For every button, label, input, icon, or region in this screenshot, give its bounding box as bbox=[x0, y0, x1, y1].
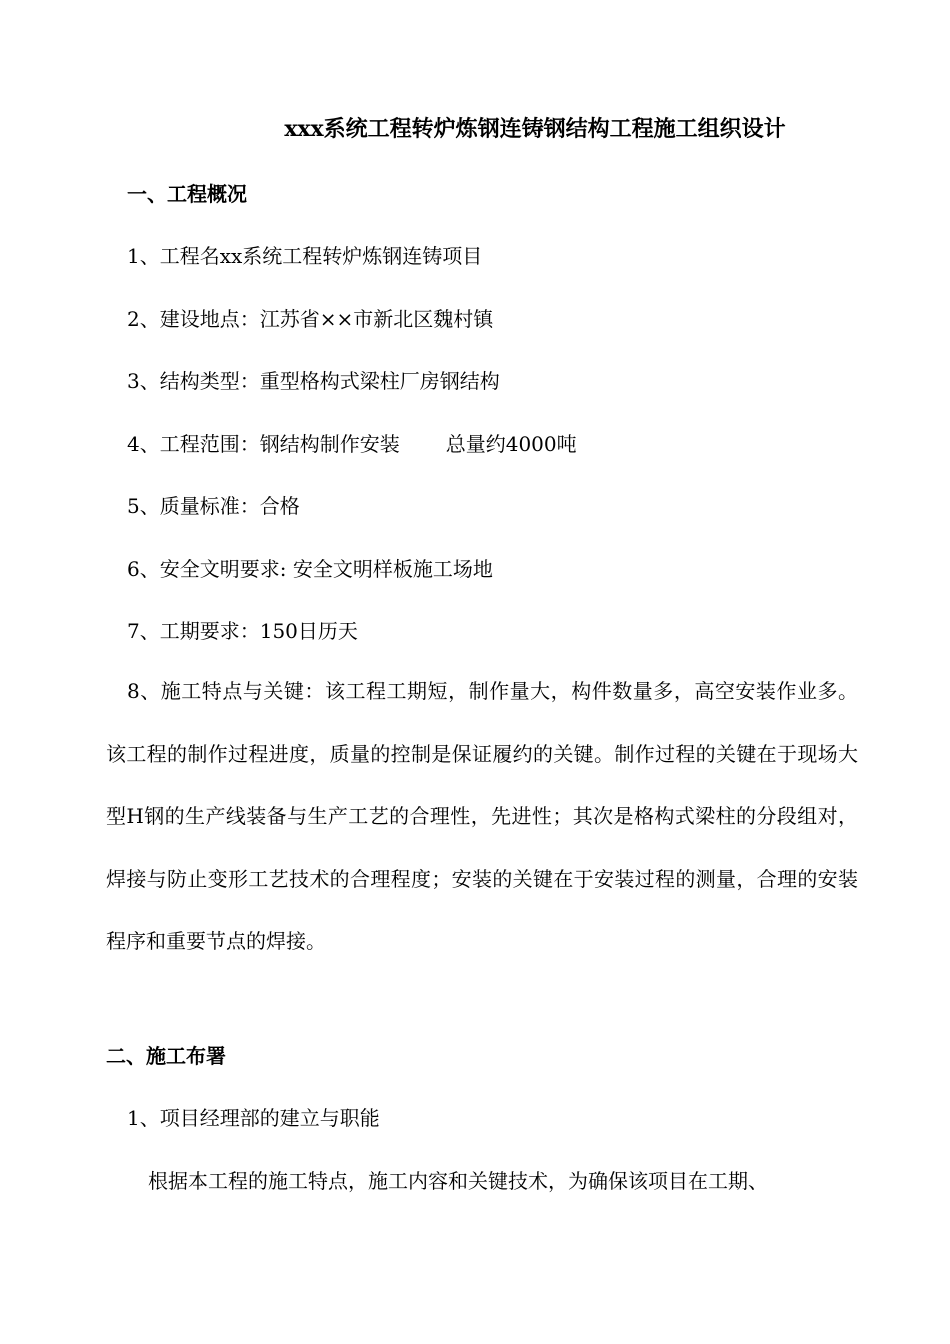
item-scope bbox=[127, 428, 577, 457]
item-location: 2、建设地点：江苏省××市新北区魏村镇 bbox=[127, 307, 494, 331]
paragraph-deployment-intro: 根据本工程的施工特点，施工内容和关键技术，为确保该项目在工期、 bbox=[148, 1169, 768, 1193]
item-safety-requirement: 6、安全文明要求: 安全文明样板施工场地 bbox=[127, 557, 493, 581]
item-schedule: 7、工期要求：150日历天 bbox=[127, 619, 358, 643]
section-heading-overview: 一、工程概况 bbox=[127, 182, 247, 206]
subsection-project-department: 1、项目经理部的建立与职能 bbox=[127, 1106, 380, 1130]
item-scope-label: 4、工程范围：钢结构制作安装 bbox=[127, 432, 400, 456]
item-scope-total: 总量约4000吨 bbox=[445, 432, 577, 456]
item-structure-type: 3、结构类型：重型格构式梁柱厂房钢结构 bbox=[127, 369, 500, 393]
document-title: xxx系统工程转炉炼钢连铸钢结构工程施工组织设计 bbox=[284, 116, 786, 142]
item-project-name: 1、工程名xx系统工程转炉炼钢连铸项目 bbox=[127, 244, 483, 268]
item-quality-standard: 5、质量标准：合格 bbox=[127, 494, 300, 518]
item-construction-features: 8、施工特点与关键：该工程工期短，制作量大，构件数量多，高空安装作业多。该工程的制作过程进度，质量的控制是保证履约的关键。制作过程的关键在于现场大型H钢的生产线装备与生产工艺的合理性，先进性；其次是格构式梁柱的分段组对，焊接与防止变形工艺技术的合理程度；安装的关键在于安装过程的测量，合理的安装程序和重要节点的焊接。 bbox=[106, 679, 858, 953]
section-heading-deployment: 二、施工布署 bbox=[106, 1044, 226, 1068]
